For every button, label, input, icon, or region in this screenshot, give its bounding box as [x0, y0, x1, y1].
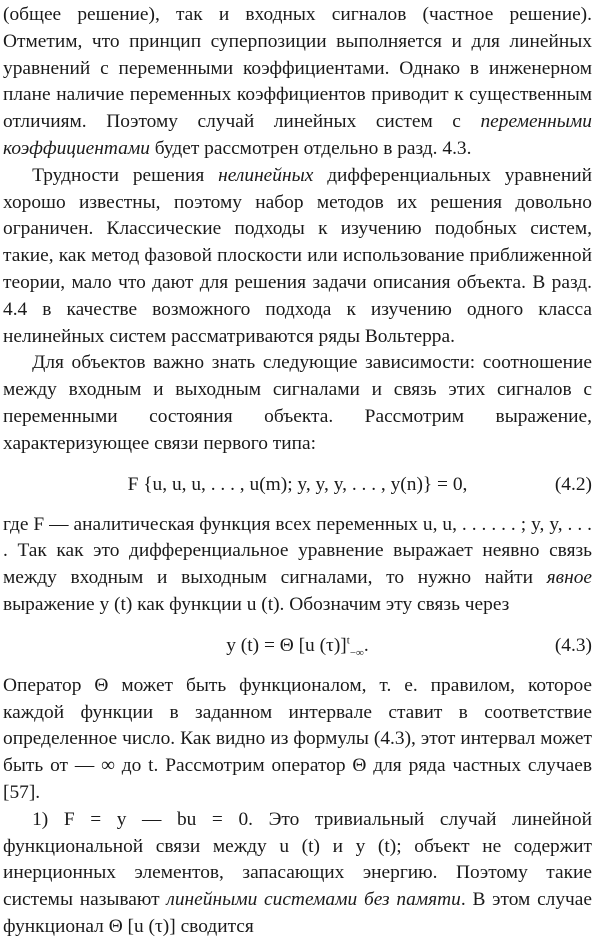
- equation-4-2-number: (4.2): [554, 473, 592, 495]
- emphasis-variable-coefficients: переменными коэффициентами: [3, 111, 592, 159]
- equation-4-3-body: [3, 619, 592, 673]
- paragraph-2: [3, 163, 592, 351]
- equation-4-2: [3, 458, 592, 512]
- equation-4-3-period: .: [363, 634, 369, 656]
- paragraph-2-rest: дифференциальных уравнений хорошо известны, поэтому набор методов их решения довольно ограничен. Классические подходы к изучению подобных систем, такие, как метод фазовой плоскости или использование приближенной теории, мало что дают для решения задачи описания объекта. В разд. 4.4 в качестве возможного подхода к изучению одного класса нелинейных систем рассматриваются ряды Вольтерра.: [3, 164, 592, 347]
- paragraph-5: Оператор Θ может быть функционалом, т. е. правилом, которое каждой функции в заданном интервале ставит в соответствие определенное число. Как видно из формулы (4.3), этот интервал может быть от — ∞ до t. Рассмотрим оператор Θ для ряда частных случаев [57].: [3, 674, 592, 803]
- paragraph-1-end: будет рассмотрен отдельно в разд. 4.3.: [149, 137, 472, 159]
- paragraph-4-end: выражение y (t) как функции u (t). Обозначим эту связь через: [3, 593, 510, 615]
- equation-4-3: [3, 619, 592, 673]
- paragraph-2-start: Трудности решения: [32, 164, 219, 186]
- equation-4-3-number: (4.3): [554, 634, 592, 656]
- paragraph-6-text: 1) F = y — bu = 0. Это тривиальный случай линейной функциональной связи между u (t) и y (t); объект не содержит инерционных элементов, запасающих энергию. Поэтому такие системы называют: [3, 808, 592, 911]
- emphasis-explicit: явное: [546, 567, 592, 589]
- emphasis-nonlinear: нелинейных: [218, 164, 314, 186]
- paragraph-4-line-1: где F — аналитическая функция всех переменных u, u, . . .: [3, 513, 487, 535]
- paragraph-4-text: . . . ; y, y, . . . . Так как это дифференциальное уравнение выражает неявно связь между входным и выходным сигналами, то нужно найти: [3, 513, 593, 589]
- equation-4-3-main: y (t) = Θ [u (τ)]: [226, 634, 347, 656]
- paragraph-1: [3, 2, 592, 163]
- paragraph-3: Для объектов важно знать следующие зависимости: соотношение между входным и выходным сигналами и связь этих сигналов с переменными состояния объекта. Рассмотрим выражение, характеризующее связи первого типа:: [3, 352, 592, 454]
- equation-4-3-lower-limit: −∞: [349, 646, 364, 659]
- paragraph-1-text: (общее решение), так и входных сигналов (частное решение). Отметим, что принцип суперпозиции выполняется и для линейных уравнений с переменными коэффициентами. Однако в инженерном плане наличие переменных коэффициентов приводит к существенным отличиям. Поэтому случай линейных систем с: [3, 4, 592, 133]
- paragraph-6-end: . В этом случае функционал Θ [u (τ)] сводится: [3, 889, 593, 937]
- emphasis-memoryless-linear-systems: линейными системами без памяти: [166, 889, 461, 911]
- equation-4-3-upper-limit: t: [346, 634, 350, 647]
- paragraph-6: [3, 807, 592, 941]
- equation-4-2-body: F {u, u, u, . . . , u(m); y, y, y, . . . , y(n)} = 0,: [127, 473, 468, 495]
- paragraph-4: [3, 512, 592, 619]
